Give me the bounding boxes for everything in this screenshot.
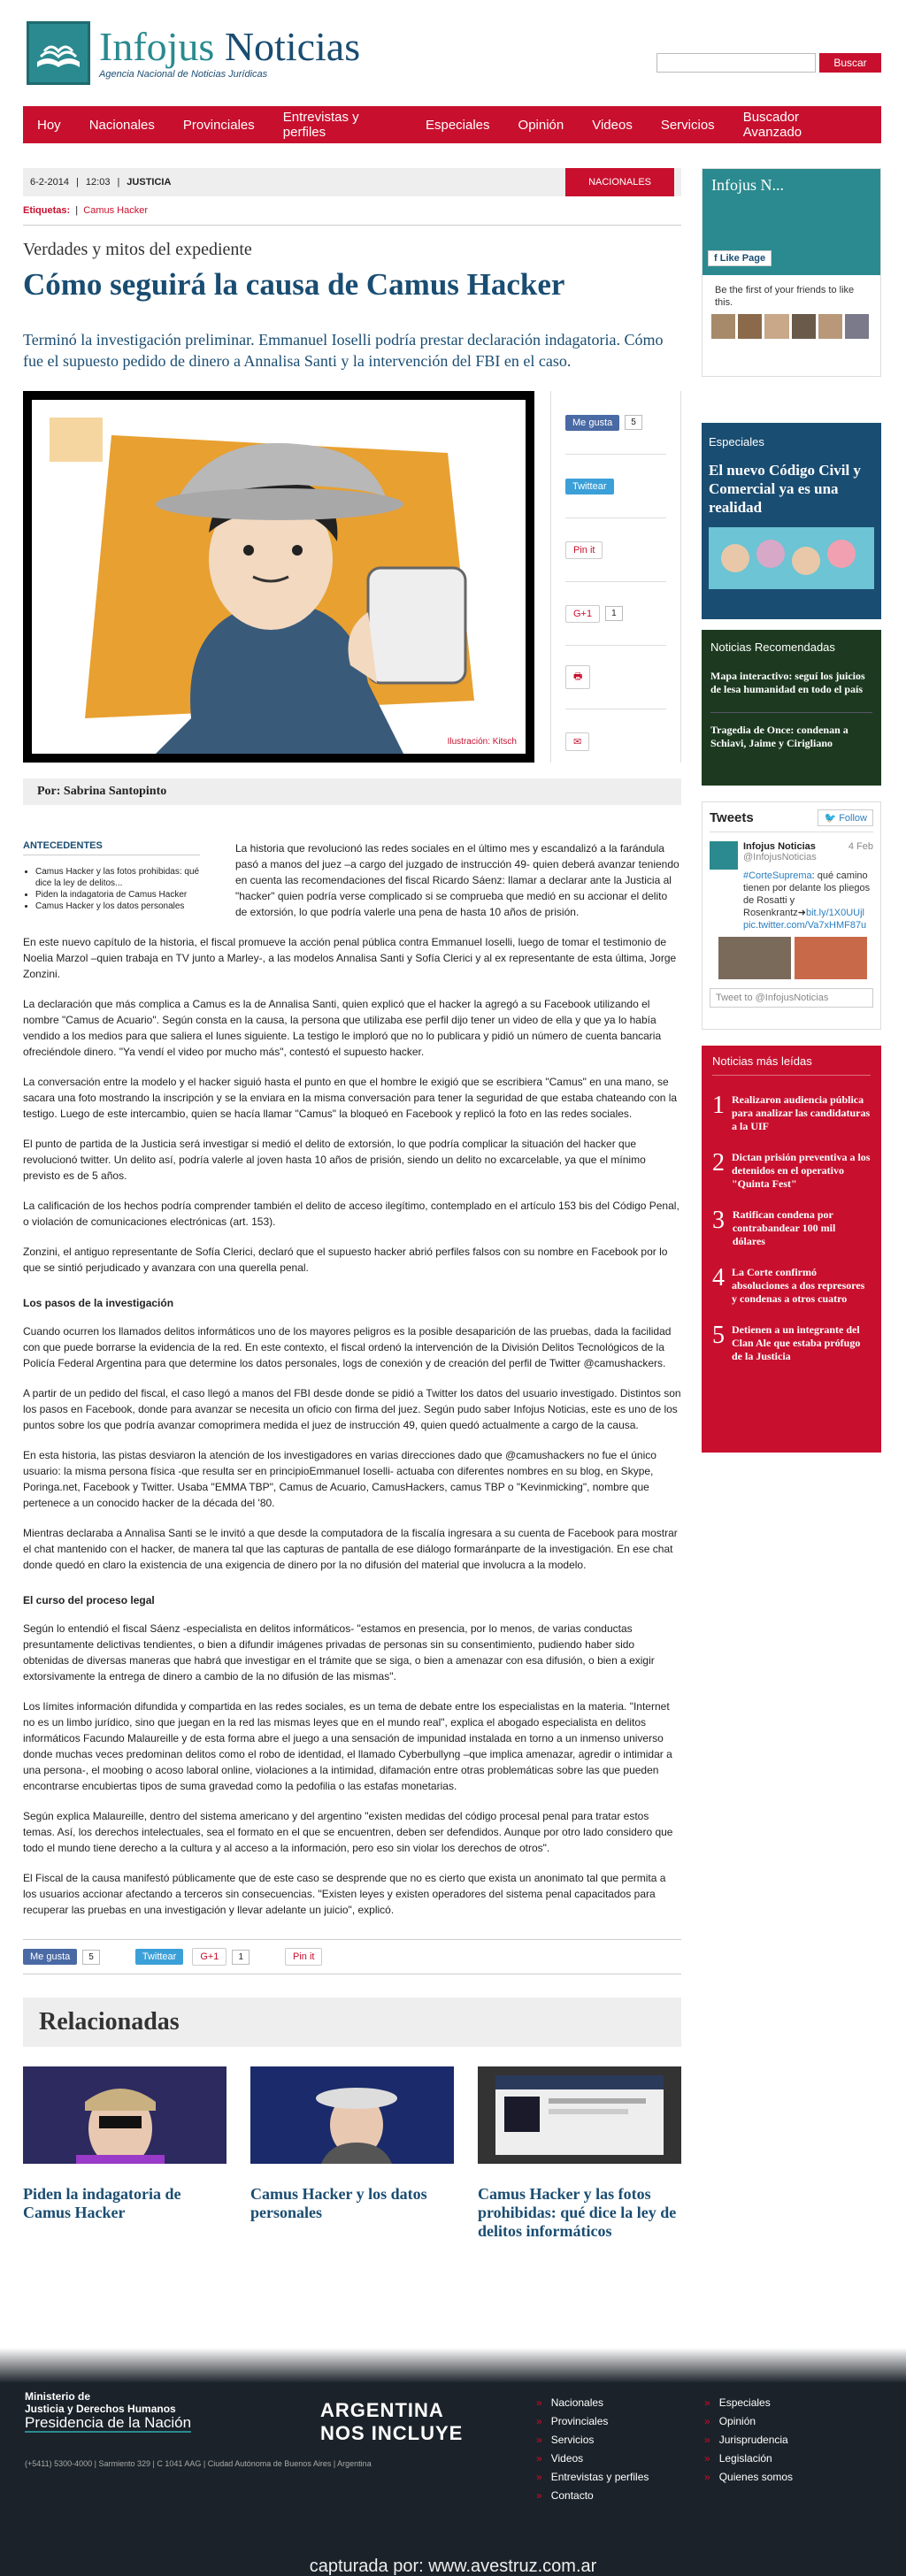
nav-item[interactable]: Provinciales [182, 117, 255, 133]
first-paragraph: La historia que revolucionó las redes sociales en el último mes y escandalizó a la farándula pasó a manos del juez –a cargo del juzgado de instrucción 49- quien deberá avanzar teniendo en cuenta las recomendaciones del fiscal Ricardo Sáenz: llamar a declarar ante la Justicia al "hacker" quien podría verse complicado si se comprueba que medió en su accionar el delito de extorsión, lo que podría valerle una pena de hasta 10 años de prisión. [235, 842, 680, 918]
antecedentes-box [23, 840, 200, 912]
related-title-1: Camus Hacker y los datos personales [250, 2185, 427, 2221]
tweet-account[interactable] [710, 841, 873, 870]
email-icon[interactable]: ✉ [565, 732, 589, 751]
article-author: Por: Sabrina Santopinto [23, 778, 681, 805]
especiales-heading: Especiales [709, 435, 764, 448]
article-meta: 6-2-2014 | 12:03 | JUSTICIA NACIONALES [23, 168, 681, 196]
mas-leida-number: 1 [712, 1092, 725, 1119]
footer-link[interactable]: » Nacionales [536, 2394, 649, 2412]
bottom-share-bar [23, 1939, 681, 1974]
footer-links-2 [704, 2394, 793, 2487]
footer-link[interactable]: » Servicios [536, 2431, 649, 2450]
footer-links-1 [536, 2394, 649, 2505]
related-title-0: Piden la indagatoria de Camus Hacker [23, 2185, 181, 2221]
facebook-icon: f [714, 253, 718, 264]
body-paragraph: La conversación entre la modelo y el hacker siguió hasta el punto en que el hombre le exigió que se escribiera "Camus" en una mano, se sacara una foto mostrando la inscripción y se la enviara en la misma conversación para tener la seguridad de que estaba chateando con la testigo. Luego de este intercambio, quien se hacía llamar "Camus" la bloqueó en Facebook y replicó la foto en las redes sociales. [23, 1076, 678, 1120]
body-paragraph: En esta historia, las pistas desviaron la atención de los investigadores en varias direcciones dado que @camushackers no fue el único usuario: la misma persona física -que resulta ser en principioEmmanuel Ioselli- actuaba con diferentes nombres en su blog, en Skype, Poringa.net, Facebook y Twitter. Usaba "EMMA TBP", Camus de Acuario, CamusHackers, camus TBP o "Kevinmicking", nombre que pertenece a un conocido hacker de la década del '80. [23, 1449, 656, 1509]
body-paragraph: Cuando ocurren los llamados delitos informáticos uno de los mayores peligros es la posible desaparición de las pruebas, dada la facilidad con que puede borrarse la evidencia de la red. En este contexto, el fiscal ordenó la intervención de la División Delitos Tecnológicos de la Policía Federal Argentina para que determine los datos personales, logs de conexión y de creación del perfil de Twitter @camushackers. [23, 1325, 672, 1369]
body-paragraph: Los límites información difundida y compartida en las redes sociales, es un tema de debate entre los especialistas en la materia. "Internet no es un limbo jurídico, sino que juegan en la red las mismas leyes que en el mundo real", explica el abogado especialista en delitos informáticos Facundo Malaureille y de esta forma abre el juego a una sensación de impunidad instalada en torno a un inmenso universo donde muchas veces predominan delitos como el robo de identidad, el llamado Cyberbullyng –que implica amenazar, agredir o intimidar a una persona-, el moobing o acoso laboral online, violaciones a la intimidad, difamación entre otras problemáticas sobre las que pueden encontrarse encubiertas tipos de suma gravedad como la pedofilia o las estafas monetarias. [23, 1700, 672, 1792]
subhead-pasos: Los pasos de la investigación [23, 1297, 174, 1309]
sidebar [702, 168, 881, 1453]
mas-leidas-widget [702, 1046, 881, 1453]
body-paragraph: En este nuevo capítulo de la historia, el fiscal promueve la acción penal pública contra Emmanuel Ioselli, luego de tomar el testimonio de Noelia Marzol –quien trabaja en TV junto a Marley-, a las modelos Annalisa Santi y Sofía Clerici y al ex representante de esta última, Jorge Zonzini. [23, 936, 677, 980]
gplus-button[interactable]: G+1 [565, 605, 600, 623]
antecedente-item[interactable]: • Camus Hacker y los datos personales [35, 901, 200, 912]
pinterest-button[interactable]: Pin it [565, 541, 603, 559]
nav-item[interactable]: Hoy [37, 117, 61, 133]
tweet-hashtag[interactable]: #CorteSuprema [743, 870, 812, 881]
facebook-widget [702, 168, 881, 377]
tweets-heading: Tweets [710, 810, 754, 825]
mas-leida-title: Ratifican condena por contrabandear 100 mil dólares [732, 1208, 836, 1247]
share-panel [550, 391, 681, 763]
nav-item[interactable]: Videos [592, 117, 633, 133]
tweet-handle: @InfojusNoticias [743, 852, 817, 862]
body-paragraph: El Fiscal de la causa manifestó públicamente que de este caso se desprende que no es cierto que exista un anonimato tal que permita a los usuarios accionar afectando a terceros sin consecuencias. "Existen leyes y existen operadores del sistema penal capacitados para recuperar las pruebas en una investigación y llevar adelante un juicio", explicó. [23, 1872, 666, 1916]
tweet-text: #CorteSuprema: qué camino tienen por delante los pliegos de Rosatti y Rosenkrantz➜bit.ly/1X0UUjl pic.twitter.com/Va7xHMF87u [743, 870, 871, 931]
related-card[interactable] [23, 2066, 226, 2241]
search-button[interactable]: Buscar [819, 53, 881, 73]
tag-link[interactable]: Camus Hacker [83, 205, 149, 216]
bottom-fb-button[interactable]: Me gusta [23, 1949, 77, 1965]
mas-leida-number: 4 [712, 1264, 725, 1292]
mas-leida-title: Realizaron audiencia pública para analizar las candidaturas a la UIF [732, 1093, 871, 1132]
mas-leida-item[interactable] [712, 1151, 871, 1191]
site-logo[interactable] [27, 21, 360, 85]
footer-link[interactable]: » Jurisprudencia [704, 2431, 793, 2450]
mas-leida-title: La Corte confirmó absoluciones a dos represores y condenas a otros cuatro [732, 1266, 865, 1305]
body-paragraph: Según lo entendió el fiscal Sáenz -especialista en delitos informáticos- "estamos en presencia, por lo menos, de varias conductas presuntamente delictivas tendientes, o bien a difundir imágenes privadas de personas sin su consentimiento, pudiendo haber sido obtenidas de diversas maneras que habrá que investigar en el trámite que se siga, o bien a amenazar con esa difusión, o bien a exigir extorsivamente la entrega de dinero a cambio de la no difusión de las mismas". [23, 1622, 655, 1683]
tweet-link[interactable]: bit.ly/1X0UUjl pic.twitter.com/Va7xHMF87u [743, 908, 867, 931]
account-avatar [710, 841, 738, 870]
tweet-author: Infojus Noticias [743, 841, 816, 852]
article-lead: Terminó la investigación preliminar. Emmanuel Ioselli podría prestar declaración indagatoria. Cómo fue el supuesto pedido de dinero a Annalisa Santi y la intervención del FBI en el caso. [23, 331, 664, 370]
bottom-fb-count: 5 [82, 1950, 100, 1965]
search-input[interactable] [656, 53, 816, 73]
antecedente-item[interactable]: • Piden la indagatoria de Camus Hacker [35, 889, 200, 901]
tweet-date: 4 Feb [848, 841, 873, 852]
article-media [23, 391, 681, 763]
recomendadas-widget [702, 630, 881, 786]
logo-subtitle: Agencia Nacional de Noticias Jurídicas [99, 69, 268, 80]
main-content [23, 168, 681, 2241]
body-paragraph: Zonzini, el antiguo representante de Sofía Clerici, declaró que el supuesto hacker abrió perfiles falsos con su nombre en Facebook por lo que se sintió perjudicado y avanzara con una querella penal. [23, 1246, 668, 1274]
tweet-reply-input[interactable]: Tweet to @InfojusNoticias [710, 988, 873, 1008]
related-card[interactable] [250, 2066, 454, 2241]
twitter-widget [702, 801, 881, 1030]
related-card[interactable] [478, 2066, 681, 2241]
footer-link[interactable]: » Legislación [704, 2450, 793, 2468]
article-photo [23, 391, 534, 763]
bottom-tweet-button[interactable]: Twittear [135, 1949, 184, 1965]
mas-leida-number: 2 [712, 1149, 725, 1177]
subhead-curso: El curso del proceso legal [23, 1594, 155, 1606]
bottom-pin-button[interactable]: Pin it [285, 1948, 322, 1966]
mas-leida-number: 5 [712, 1322, 725, 1349]
bottom-gplus-button[interactable]: G+1 [192, 1948, 226, 1966]
search-bar [656, 53, 881, 73]
recomendada-item[interactable]: Tragedia de Once: condenan a Schiavi, Jaime y Cirigliano [710, 712, 872, 750]
main-nav [23, 106, 881, 143]
body-paragraph: La declaración que más complica a Camus es la de Annalisa Santi, quien explicó que el hacker la agregó a su Facebook utilizando el nombre "Camus de Acuario". Según consta en la causa, la persona que utilizaba ese perfil dijo tener un video de ella y que ya lo había vendido a los medios para que saliera el lunes siguiente. La testigo le imploró que no lo publicara y pidió un número de cuenta bancaria ofreciéndole dinero. "Ya vendí el video por mucho más", contestó el supuesto hacker. [23, 998, 662, 1058]
related-image [478, 2066, 681, 2164]
related-title-2: Camus Hacker y las fotos prohibidas: qué dice la ley de delitos informáticos [478, 2185, 677, 2240]
book-logo-icon [27, 21, 90, 85]
twitter-bird-icon: 🐦 [824, 813, 837, 824]
especiales-widget[interactable] [702, 423, 881, 619]
fb-friends-message: Be the first of your friends to like this. [715, 285, 855, 308]
related-title: Relacionadas [23, 1997, 681, 2047]
mas-leida-item[interactable] [712, 1093, 871, 1133]
tags-label: Etiquetas: [23, 205, 71, 216]
especiales-image [709, 527, 874, 589]
mas-leida-item[interactable] [712, 1323, 871, 1363]
gplus-count: 1 [605, 606, 623, 621]
header [0, 0, 906, 97]
body-paragraph: El punto de partida de la Justicia será investigar si medió el delito de extorsión, lo que podría complicar la situación del hacker que revolucionó twitter. Un delito así, podría valerle al joven hasta 10 años de prisión, siendo un delito no excarcelable, ya que el mínimo previsto es de 5 años. [23, 1138, 646, 1182]
twitter-follow-button[interactable]: 🐦 Follow [818, 809, 873, 826]
footer-link[interactable]: » Contacto [536, 2487, 649, 2505]
fb-like-page-button[interactable]: f Like Page [708, 250, 772, 266]
tags-row: Etiquetas: | Camus Hacker [23, 205, 681, 226]
mas-leidas-heading: Noticias más leídas [712, 1054, 871, 1076]
footer-link[interactable]: » Opinión [704, 2412, 793, 2431]
fb-count: 5 [625, 415, 642, 430]
footer-address: (+5411) 5300-4000 | Sarmiento 329 | C 1041 AAG | Ciudad Autónoma de Buenos Aires | Argentina [25, 2459, 372, 2468]
body-paragraph: Mientras declaraba a Annalisa Santi se le invitó a que desde la computadora de la fiscalía ingresara a su cuenta de Facebook para mostrar el chat mantenido con el hacker, de manera tal que las capturas de pantalla de ese diálogo formaránparte de la investigación. En ese chat donde quedó en claro la existencia de una exigencia de dinero por la no difusión del material que involucra a la modelo. [23, 1527, 678, 1571]
footer-link[interactable]: » Quienes somos [704, 2468, 793, 2487]
site-footer [0, 2348, 906, 2576]
bottom-gplus-count: 1 [232, 1950, 250, 1965]
print-icon[interactable]: 🖶 [565, 665, 590, 689]
recomendadas-heading: Noticias Recomendadas [710, 640, 835, 654]
nav-item[interactable]: Nacionales [88, 117, 155, 133]
nav-item[interactable]: Especiales [425, 117, 490, 133]
tweet-photos[interactable] [718, 937, 873, 979]
footer-link[interactable]: » Especiales [704, 2394, 793, 2412]
fb-faces [703, 314, 880, 339]
article-category[interactable]: JUSTICIA [127, 177, 172, 188]
recomendada-item[interactable]: Mapa interactivo: seguí los juicios de lesa humanidad en todo el país [710, 670, 865, 695]
mas-leida-title: Detienen a un integrante del Clan Ale que estaba prófugo de la Justicia [732, 1323, 861, 1362]
nav-item[interactable]: Entrevistas y perfiles [282, 110, 359, 140]
body-paragraph: Según explica Malaureille, dentro del sistema americano y del argentino "existen medidas del código procesal penal para tratar estos temas. Así, los derechos intelectuales, sea el formato en el que se encuentren, deben ser defendidos. Aunque por otro lado considero que todo el mundo tiene derecho a la cultura y al acceso a la información, pero eso sin violar los derechos de otros". [23, 1810, 673, 1854]
nav-item[interactable]: Opinión [518, 117, 564, 133]
logo-name: Infojus Noticias [99, 24, 361, 69]
mas-leida-title: Dictan prisión preventiva a los detenidos en el operativo "Quinta Fest" [732, 1151, 871, 1190]
ministerio-logo[interactable]: Ministerio de Justicia y Derechos Humanos Presidencia de la Nación [25, 2390, 192, 2431]
hacker-illustration [32, 400, 526, 754]
body-paragraph: A partir de un pedido del fiscal, el caso llegó a manos del FBI desde donde se pidió a Twitter los datos del usuario investigado. Distintos son los pasos en Facebook, donde para avanzar se necesita un oficio con firma del juez. Según pudo saber Infojus Noticias, este es uno de los puntos sobre los que podría avanzar comoprimera medida el juez de instrucción 49, quien quedó actualmente a cargo de la causa. [23, 1387, 681, 1431]
fb-page-title[interactable]: Infojus N... [711, 176, 784, 194]
article-body [23, 840, 681, 2241]
capture-credit: capturada por: www.avestruz.com.ar [309, 2557, 597, 2576]
body-paragraph: La calificación de los hechos podría comprender también el delito de acceso ilegítimo, contemplado en el artículo 153 bis del Código Penal, o violación de comunicaciones electrónicas (art. 153). [23, 1200, 680, 1228]
tweet-button[interactable]: Twittear [565, 479, 614, 494]
article-title: Cómo seguirá la causa de Camus Hacker [23, 267, 565, 302]
related-image [250, 2066, 454, 2164]
antecedente-item[interactable]: • Camus Hacker y las fotos prohibidas: qué dice la ley de delitos... [35, 866, 200, 889]
related-grid [23, 2066, 681, 2241]
mas-leida-item[interactable] [712, 1208, 871, 1248]
mas-leida-number: 3 [712, 1207, 725, 1234]
mas-leida-item[interactable] [712, 1266, 871, 1306]
related-image [23, 2066, 226, 2164]
facebook-like-button[interactable]: Me gusta [565, 415, 619, 431]
article-time: 12:03 [85, 177, 111, 188]
footer-link[interactable]: » Videos [536, 2450, 649, 2468]
article-kicker: Verdades y mitos del expediente [23, 240, 252, 259]
antecedentes-title: ANTECEDENTES [23, 840, 200, 855]
argentina-logo: ARGENTINA NOS INCLUYE [320, 2399, 464, 2444]
especiales-title[interactable]: El nuevo Código Civil y Comercial ya es una realidad [709, 462, 861, 516]
article-date: 6-2-2014 [30, 177, 70, 188]
nav-item[interactable]: Buscador Avanzado [742, 110, 802, 140]
section-badge[interactable]: NACIONALES [565, 168, 674, 196]
nav-item[interactable]: Servicios [660, 117, 715, 133]
photo-credit: Ilustración: Kitsch [447, 737, 517, 747]
footer-link[interactable]: » Provinciales [536, 2412, 649, 2431]
footer-link[interactable]: » Entrevistas y perfiles [536, 2468, 649, 2487]
